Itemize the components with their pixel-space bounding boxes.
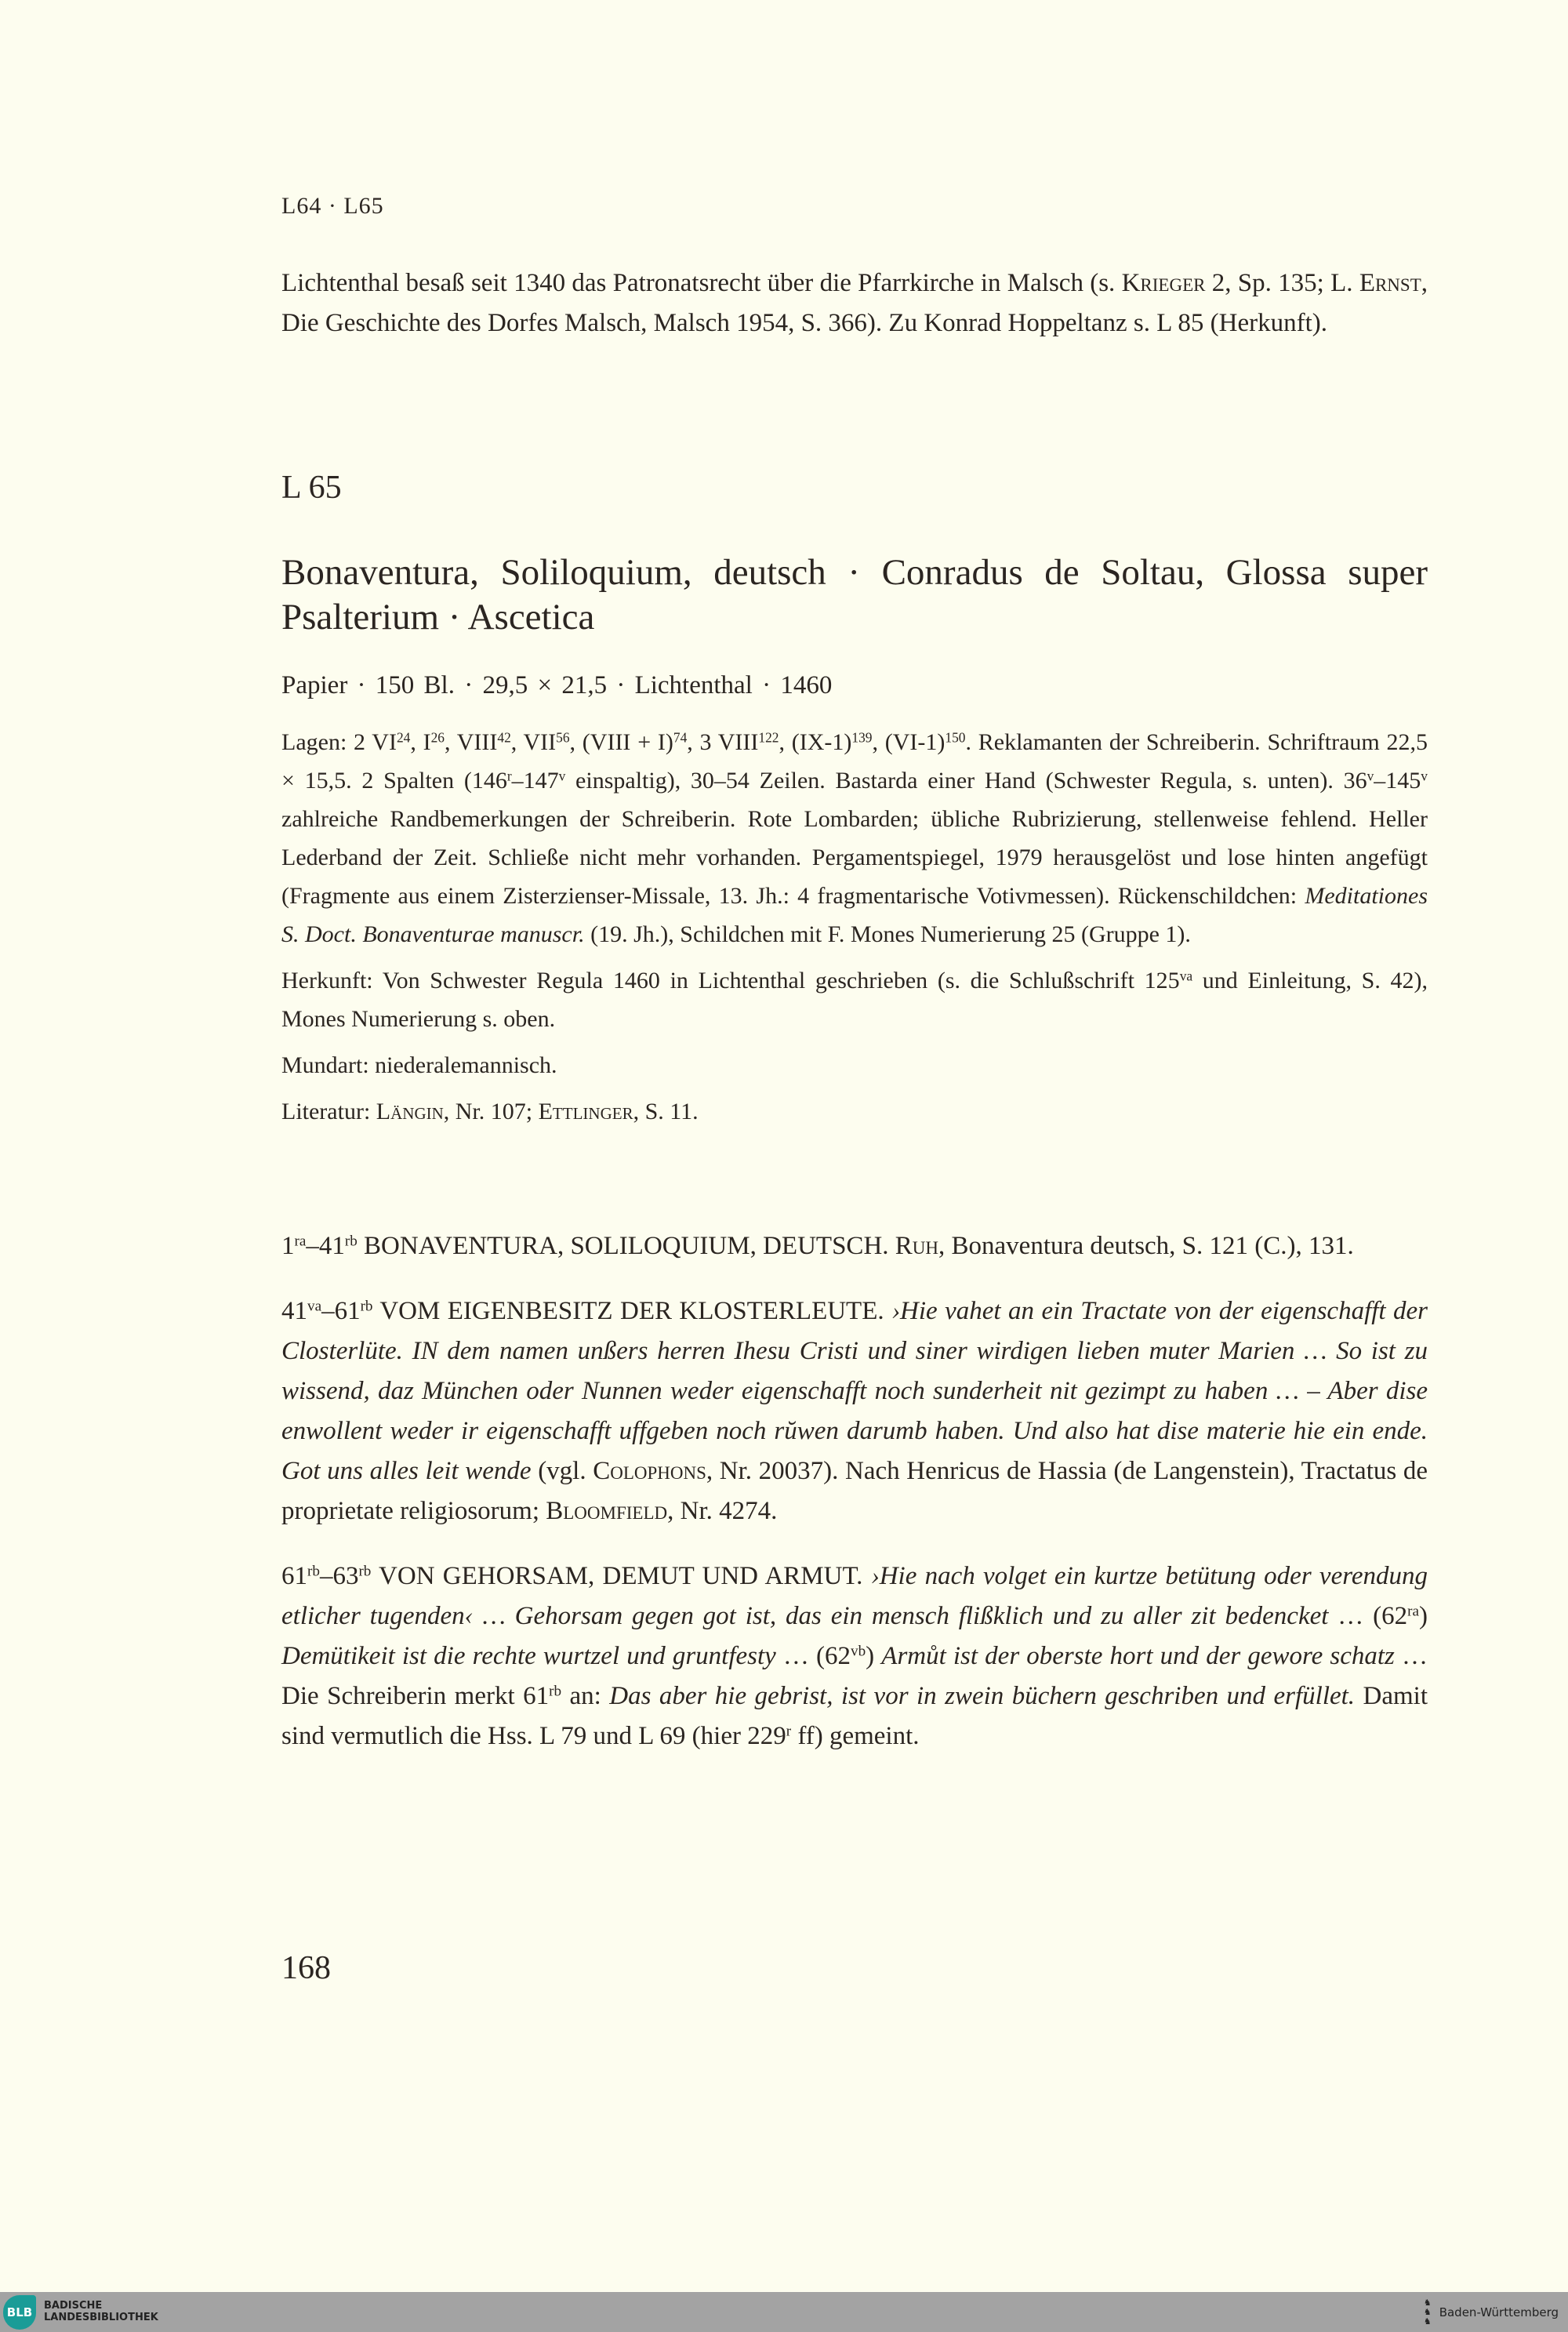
sup: rb — [307, 1563, 320, 1580]
author-smallcaps: Längin — [376, 1099, 444, 1124]
text: . Reklamanten der Schreiberin. Schriftraum 22,5 × 15,5. 2 Spalten (146 — [281, 729, 1428, 794]
library-name-line1: BADISCHE — [44, 2300, 103, 2312]
entry-title: Bonaventura, Soliloquium, deutsch · Conradus de Soltau, Glossa super Psalterium · Ascetica — [281, 552, 1428, 637]
entry-sigle: L 65 — [281, 470, 342, 506]
sup: 139 — [851, 729, 873, 746]
folio: 1 — [281, 1232, 295, 1260]
sup: v — [1367, 768, 1374, 784]
quotation-italic: Das aber hie gebrist, ist vor in zwein büchern geschriben und erfüllet. — [609, 1682, 1356, 1710]
item-heading: VON GEHORSAM, DEMUT UND ARMUT. — [371, 1562, 871, 1590]
mundart-paragraph: Mundart: niederalemannisch. — [281, 1052, 557, 1078]
text: 2, Sp. 135; L. — [1205, 269, 1359, 297]
quotation-italic: ›Hie nach volget ein kurtze betütung oder verendung etlicher tugenden‹ … Gehorsam gegen got ist, das ein mensch flißklich und zu aller zit bedencket — [281, 1562, 1428, 1630]
author-smallcaps: Krieger — [1121, 269, 1206, 297]
text: Herkunft: Von Schwester Regula 1460 in Lichtenthal geschrieben (s. die Schlußschrift 125 — [281, 968, 1180, 993]
entry-description — [281, 723, 1428, 1139]
sup: 150 — [945, 729, 966, 746]
text: … Die Schreiberin merkt 61 — [281, 1642, 1428, 1710]
text: (vgl. — [531, 1457, 593, 1485]
footer-bar — [0, 2292, 1568, 2332]
page-number: 168 — [281, 1950, 331, 1986]
content-item — [281, 1556, 1428, 1756]
sup: rb — [360, 1298, 373, 1315]
sup: 26 — [430, 729, 445, 746]
content-item — [281, 1291, 1428, 1531]
text: , (VI-1) — [872, 729, 946, 755]
author-smallcaps: Ettlinger — [538, 1099, 633, 1124]
state-name: Baden-Württemberg — [1439, 2305, 1559, 2319]
content-items — [281, 1226, 1428, 1782]
text: Lichtenthal besaß seit 1340 das Patronatsrecht über die Pfarrkirche in Malsch (s. — [281, 269, 1122, 297]
sup: rb — [358, 1563, 372, 1580]
text: ) — [1419, 1602, 1428, 1630]
lagen-paragraph — [281, 723, 1428, 954]
author-smallcaps: Ernst — [1359, 269, 1421, 297]
text: , (VIII + I) — [569, 729, 673, 755]
intro-paragraph — [281, 263, 1428, 343]
folio: –61 — [321, 1297, 361, 1325]
author-smallcaps: Ruh — [895, 1232, 939, 1260]
text: Damit sind vermutlich die Hss. L 79 und L 69 (hier 229 — [281, 1682, 1428, 1750]
text: und Einleitung, S. 42), Mones Numerierung s. oben. — [281, 968, 1428, 1032]
text: ff) gemeint. — [791, 1722, 920, 1750]
sup: 42 — [497, 729, 511, 746]
text: Literatur: — [281, 1099, 376, 1124]
text: , Nr. 20037). Nach Henricus de Hassia (de Langenstein), Tractatus de proprietate religiosorum; — [281, 1457, 1428, 1525]
sup: va — [307, 1298, 322, 1315]
sup: 74 — [673, 729, 688, 746]
text: , Bonaventura deutsch, S. 121 (C.), 131. — [938, 1232, 1354, 1260]
folio: 61 — [281, 1562, 307, 1590]
sup: v — [1421, 768, 1428, 784]
text: … (62 — [775, 1642, 851, 1670]
label-italic: Meditationes S. Doct. Bonaventurae manuscr. — [281, 883, 1428, 947]
sup: v — [558, 768, 566, 784]
text: , Nr. 107; — [443, 1099, 539, 1124]
text: , I — [410, 729, 431, 755]
herkunft-paragraph — [281, 961, 1428, 1038]
text: , 3 VIII — [687, 729, 759, 755]
text: –145 — [1374, 768, 1421, 794]
author-smallcaps: Colophons — [593, 1457, 706, 1485]
sup: r — [506, 768, 512, 784]
sup: ra — [294, 1233, 307, 1250]
sup: 24 — [396, 729, 411, 746]
sup: ra — [1407, 1603, 1419, 1620]
author-smallcaps: Bloomfield — [546, 1497, 668, 1525]
sup: rb — [549, 1683, 562, 1700]
text: (19. Jh.), Schildchen mit F. Mones Numerierung 25 (Gruppe 1). — [584, 921, 1191, 947]
sup: 122 — [758, 729, 779, 746]
sup: va — [1179, 968, 1193, 984]
folio: 41 — [281, 1297, 307, 1325]
text: , VII — [510, 729, 557, 755]
text: zahlreiche Randbemerkungen der Schreiberin. Rote Lombarden; übliche Rubrizierung, stellenweise fehlend. Heller Lederband der Zeit. Schließe nicht mehr vorhanden. Pergamentspiegel, 1979 herausgelöst und lose hinten angefügt (Fragmente aus einem Zisterzienser-Missale, 13. Jh.: 4 fragmentarische Votivmessen). Rückenschildchen: — [281, 806, 1428, 909]
quotation-italic: Armůt ist der oberste hort und der gewore schatz — [881, 1642, 1395, 1670]
sup: rb — [344, 1233, 358, 1250]
text: ) — [866, 1642, 882, 1670]
text: , Nr. 4274. — [667, 1497, 778, 1525]
running-header: L64 · L65 — [281, 193, 384, 219]
text: , (IX-1) — [779, 729, 852, 755]
text: Lagen: 2 VI — [281, 729, 397, 755]
text: an: — [561, 1682, 610, 1710]
sup: vb — [851, 1643, 866, 1660]
state-logo[interactable] — [1424, 2298, 1559, 2327]
quotation-italic: Demütikeit ist die rechte wurtzel und gruntfesty — [281, 1642, 776, 1670]
text: , Die Geschichte des Dorfes Malsch, Malsch 1954, S. 366). Zu Konrad Hoppeltanz s. L 85 (Herkunft). — [281, 269, 1428, 337]
sup: r — [786, 1723, 792, 1740]
blb-logo-icon[interactable]: BLB — [3, 2295, 36, 2330]
folio: –41 — [306, 1232, 345, 1260]
library-name-line2: LANDESBIBLIOTHEK — [44, 2312, 158, 2323]
text: –147 — [511, 768, 559, 794]
literatur-paragraph — [281, 1092, 1428, 1131]
content-item — [281, 1226, 1428, 1266]
text: einspaltig), 30–54 Zeilen. Bastarda einer Hand (Schwester Regula, s. unten). 36 — [565, 768, 1367, 794]
quotation-italic: ›Hie vahet an ein Tractate von der eigenschafft der Closterlüte. IN dem namen unßers herren Ihesu Cristi und siner wirdigen lieben muter Marien … So ist zu wissend, daz München oder Nunnen weder eigenschafft noch sunderheit nit gezimpt zu haben … – Aber dise enwollent weder ir eigenschafft uffgeben noch rŭwen darumb haben. Und also hat dise materie hie ein ende. Got uns alles leit wende — [281, 1297, 1428, 1485]
item-heading: BONAVENTURA, SOLILOQUIUM, DEUTSCH. — [357, 1232, 895, 1260]
sup: 56 — [556, 729, 570, 746]
folio: –63 — [319, 1562, 359, 1590]
text: … (62 — [1328, 1602, 1408, 1630]
item-heading: VOM EIGENBESITZ DER KLOSTERLEUTE. — [372, 1297, 892, 1325]
coat-of-arms-icon: ♞ ♞ ♞ — [1423, 2298, 1432, 2327]
library-name[interactable] — [44, 2300, 158, 2323]
entry-meta: Papier · 150 Bl. · 29,5 × 21,5 · Lichtenthal · 1460 — [281, 671, 833, 699]
text: , S. 11. — [633, 1099, 699, 1124]
text: , VIII — [445, 729, 498, 755]
